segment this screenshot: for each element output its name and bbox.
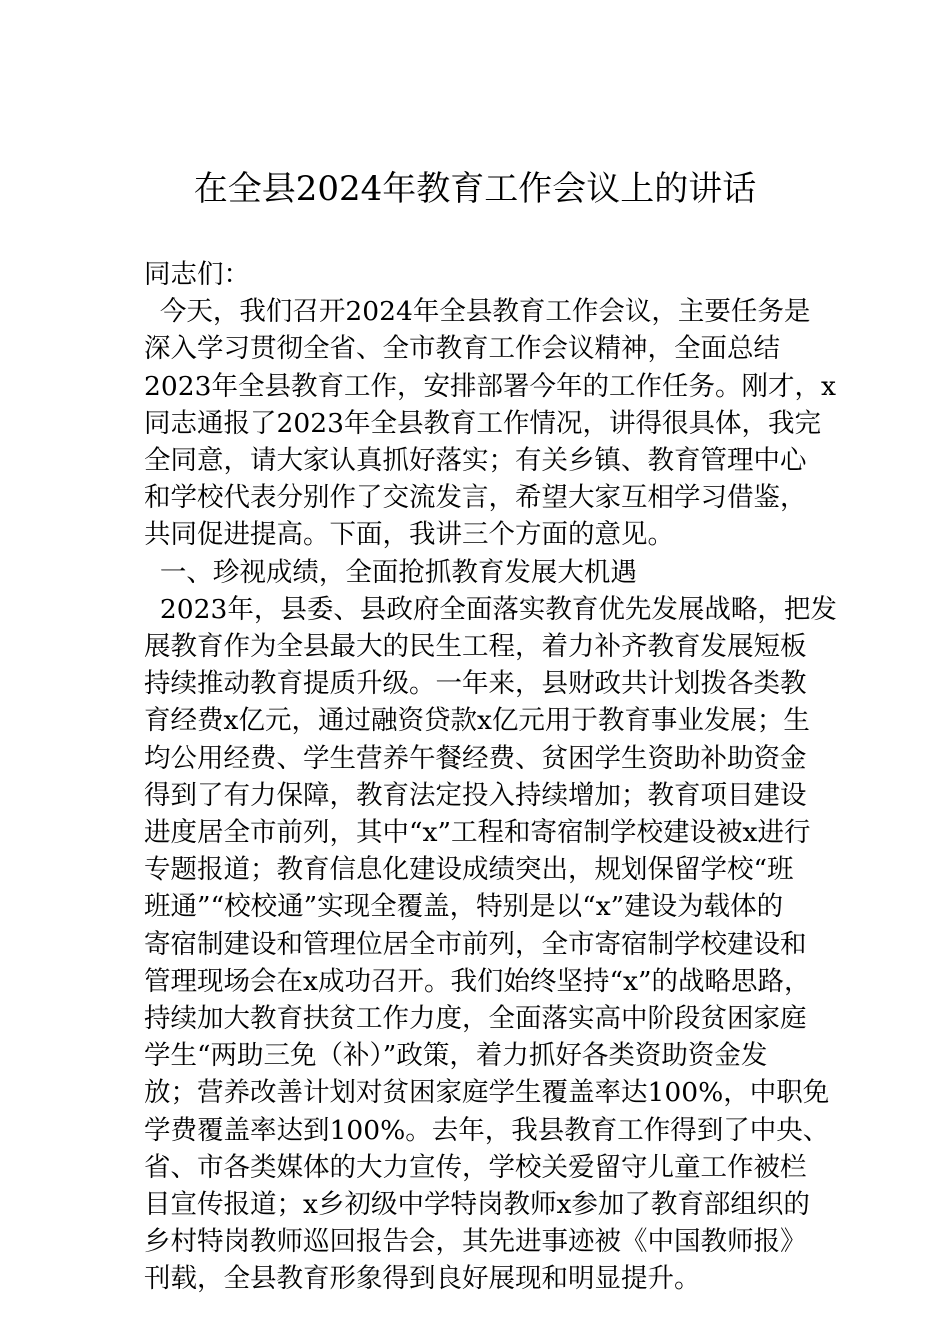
paragraph-line: 学生“两助三免（补）”政策，着力抓好各类资助资金发 [144, 1040, 768, 1072]
paragraph-line: 进度居全市前列，其中“x”工程和寄宿制学校建设被x进行 [144, 817, 811, 849]
salutation-line: 同志们： [144, 259, 250, 290]
paragraph-line: 2023年，县委、县政府全面落实教育优先发展战略，把发 [159, 593, 837, 625]
paragraph-line: 2023年全县教育工作，安排部署今年的工作任务。刚才，x [144, 370, 836, 402]
paragraph-line: 得到了有力保障，教育法定投入持续增加；教育项目建设 [144, 779, 807, 811]
paragraph-line: 共同促进提高。下面，我讲三个方面的意见。 [144, 519, 674, 551]
paragraph-line: 管理现场会在x成功召开。我们始终坚持“x”的战略思路， [144, 965, 811, 997]
paragraph-line: 省、市各类媒体的大力宣传，学校关爱留守儿童工作被栏 [144, 1151, 807, 1183]
paragraph-line: 育经费x亿元，通过融资贷款x亿元用于教育事业发展；生 [144, 705, 810, 737]
salutation [144, 256, 812, 293]
paragraph-line: 和学校代表分别作了交流发言，希望大家互相学习借鉴， [144, 482, 807, 514]
paragraph-line: 目宣传报道；x乡初级中学特岗教师x参加了教育部组织的 [144, 1189, 810, 1221]
document-title: 在全县2024年教育工作会议上的讲话 [193, 169, 757, 209]
paragraph-line: 持续加大教育扶贫工作力度，全面落实高中阶段贫困家庭 [144, 1003, 807, 1035]
paragraph-line: 寄宿制建设和管理位居全市前列，全市寄宿制学校建设和 [144, 928, 807, 960]
paragraph-line: 持续推动教育提质升级。一年来，县财政共计划拨各类教 [144, 668, 807, 700]
body-paragraph [144, 591, 837, 1298]
paragraph-line: 刊载，全县教育形象得到良好展现和明显提升。 [144, 1263, 701, 1295]
section-heading-text: 一、珍视成绩，全面抢抓教育发展大机遇 [159, 556, 637, 588]
paragraph-line: 均公用经费、学生营养午餐经费、贫困学生资助补助资金 [144, 742, 807, 774]
paragraph-line: 放；营养改善计划对贫困家庭学生覆盖率达100%，中职免 [144, 1077, 830, 1109]
section-heading [144, 554, 812, 591]
document-body [144, 256, 837, 1298]
paragraph-line: 乡村特岗教师巡回报告会，其先进事迹被《中国教师报》 [144, 1226, 807, 1258]
intro-paragraph [144, 293, 836, 553]
paragraph-line: 深入学习贯彻全省、全市教育工作会议精神，全面总结 [144, 333, 780, 365]
paragraph-line: 班通”“校校通”实现全覆盖，特别是以“x”建设为载体的 [144, 891, 784, 923]
paragraph-line: 全同意，请大家认真抓好落实；有关乡镇、教育管理中心 [144, 445, 807, 477]
paragraph-line: 今天，我们召开2024年全县教育工作会议，主要任务是 [159, 296, 811, 328]
paragraph-line: 展教育作为全县最大的民生工程，着力补齐教育发展短板 [144, 631, 807, 663]
paragraph-line: 专题报道；教育信息化建设成绩突出，规划保留学校“班 [144, 854, 794, 886]
paragraph-line: 学费覆盖率达到100%。去年，我县教育工作得到了中央、 [144, 1114, 830, 1146]
paragraph-line: 同志通报了2023年全县教育工作情况，讲得很具体，我完 [144, 407, 821, 439]
